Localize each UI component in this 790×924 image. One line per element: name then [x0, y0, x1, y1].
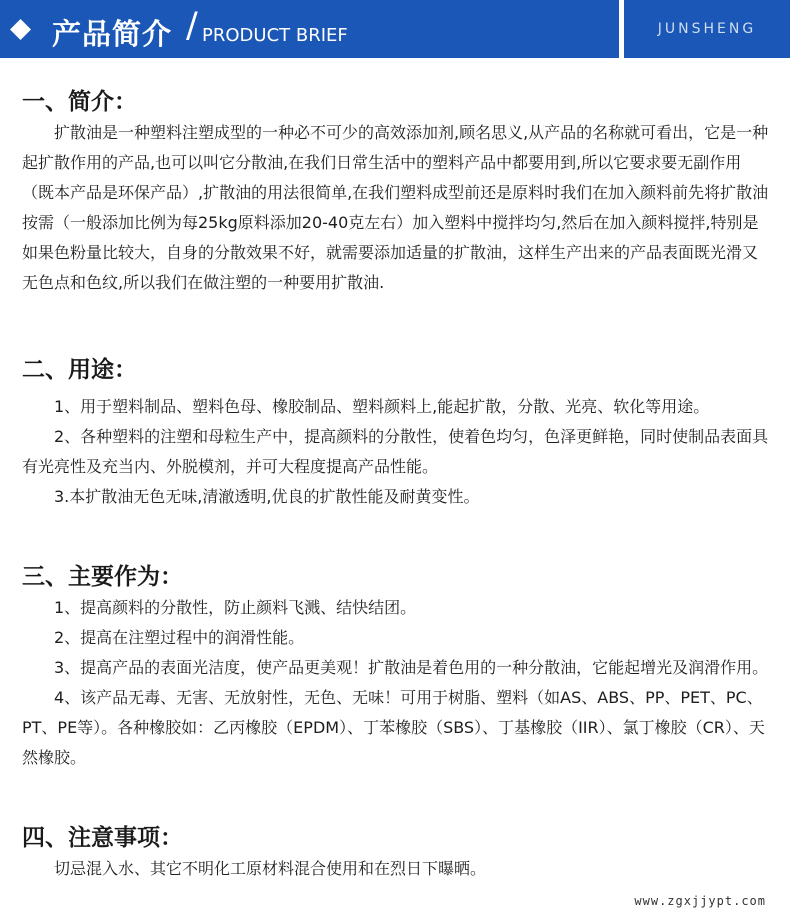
section-title-uses: 二、用途：	[22, 357, 137, 383]
watermark: www.zgxjjypt.com	[634, 894, 766, 908]
paragraph: 切忌混入水、其它不明化工原材料混合使用和在烈日下曝晒。	[22, 859, 487, 878]
header-title: 产品简介	[52, 17, 173, 51]
section-title-notes: 四、注意事项：	[22, 825, 183, 851]
diamond-icon	[10, 19, 31, 40]
header-brand: JUNSHENG	[657, 21, 757, 37]
header-subtitle: PRODUCT BRIEF	[202, 25, 348, 46]
section-body-notes	[22, 854, 770, 884]
section-body-intro	[22, 118, 770, 298]
paragraph: 2、各种塑料的注塑和母粒生产中，提高颜料的分散性，使着色均匀，色泽更鲜艳，同时使制品表面具有光亮性及充当内、外脱模剂，并可大程度提高产品性能。	[22, 427, 769, 476]
header-separator: /	[186, 6, 198, 46]
paragraph: 3、提高产品的表面光洁度，使产品更美观！扩散油是着色用的一种分散油，它能起增光及润滑作用。	[22, 658, 769, 677]
paragraph: 1、提高颜料的分散性，防止颜料飞溅、结快结团。	[22, 598, 417, 617]
paragraph: 3.本扩散油无色无味,清澈透明,优良的扩散性能及耐黄变性。	[22, 487, 480, 506]
section-title-functions: 三、主要作为：	[22, 564, 183, 590]
header-banner	[0, 0, 790, 58]
section-title-intro: 一、简介：	[22, 89, 137, 115]
section-body-uses	[22, 392, 770, 512]
paragraph: 2、提高在注塑过程中的润滑性能。	[22, 628, 305, 647]
section-body-functions	[22, 593, 770, 773]
paragraph: 1、用于塑料制品、塑料色母、橡胶制品、塑料颜料上,能起扩散，分散、光亮、软化等用途。	[22, 397, 710, 416]
paragraph: 4、该产品无毒、无害、无放射性，无色、无味！可用于树脂、塑料（如AS、ABS、PP、PET、PC、PT、PE等）。各种橡胶如：乙丙橡胶（EPDM）、丁苯橡胶（SBS）、丁基橡胶（IIR）、氯丁橡胶（CR）、天然橡胶。	[22, 688, 765, 767]
paragraph: 扩散油是一种塑料注塑成型的一种必不可少的高效添加剂,顾名思义,从产品的名称就可看出，它是一种起扩散作用的产品,也可以叫它分散油,在我们日常生活中的塑料产品中都要用到,所以它要求要无副作用（既本产品是环保产品）,扩散油的用法很简单,在我们塑料成型前还是原料时我们在加入颜料前先将扩散油按需（一般添加比例为每25kg原料添加20-40克左右）加入塑料中搅拌均匀,然后在加入颜料搅拌,特别是如果色粉量比较大，自身的分散效果不好，就需要添加适量的扩散油，这样生产出来的产品表面既光滑又无色点和色纹,所以我们在做注塑的一种要用扩散油.	[22, 123, 769, 292]
